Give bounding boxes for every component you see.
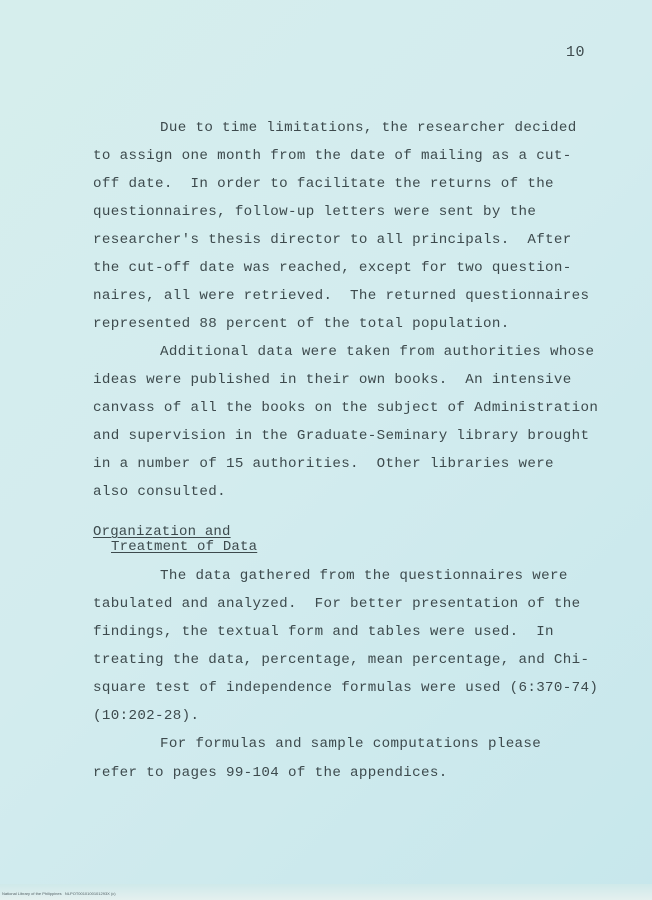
body-text-line: naires, all were retrieved. The returned questionnaires [93,288,590,304]
body-text-line: ideas were published in their own books. An intensive [93,372,572,388]
body-text-line: questionnaires, follow-up letters were sent by the [93,204,537,220]
body-text-line: to assign one month from the date of mailing as a cut- [93,148,572,164]
section-heading-line-1: Organization and [93,524,231,540]
section-heading-line-2: Treatment of Data [111,539,258,555]
page-number: 10 [566,44,586,61]
body-text-line: The data gathered from the questionnaires were [160,568,568,584]
body-text-line: canvass of all the books on the subject of Administration [93,400,599,416]
body-text-line: treating the data, percentage, mean percentage, and Chi- [93,652,590,668]
body-text-line: off date. In order to facilitate the returns of the [93,176,554,192]
body-text-line: and supervision in the Graduate-Seminary library brought [93,428,590,444]
body-text-line: the cut-off date was reached, except for two question- [93,260,572,276]
scan-footer: National Library of the Philippines NLPOT0010100101293X (c) [2,891,116,896]
body-text-line: refer to pages 99-104 of the appendices. [93,765,448,781]
body-text-line: Due to time limitations, the researcher decided [160,120,577,136]
body-text-line: Additional data were taken from authorities whose [160,344,595,360]
body-text-line: For formulas and sample computations please [160,736,542,752]
body-text-line: square test of independence formulas were used (6:370-74) [93,680,599,696]
body-text-line: represented 88 percent of the total population. [93,316,510,332]
body-text-line: tabulated and analyzed. For better presentation of the [93,596,581,612]
body-text-line: (10:202-28). [93,708,200,724]
body-text-line: findings, the textual form and tables were used. In [93,624,554,640]
body-text-line: researcher's thesis director to all principals. After [93,232,572,248]
body-text-line: also consulted. [93,484,226,500]
body-text-line: in a number of 15 authorities. Other libraries were [93,456,554,472]
